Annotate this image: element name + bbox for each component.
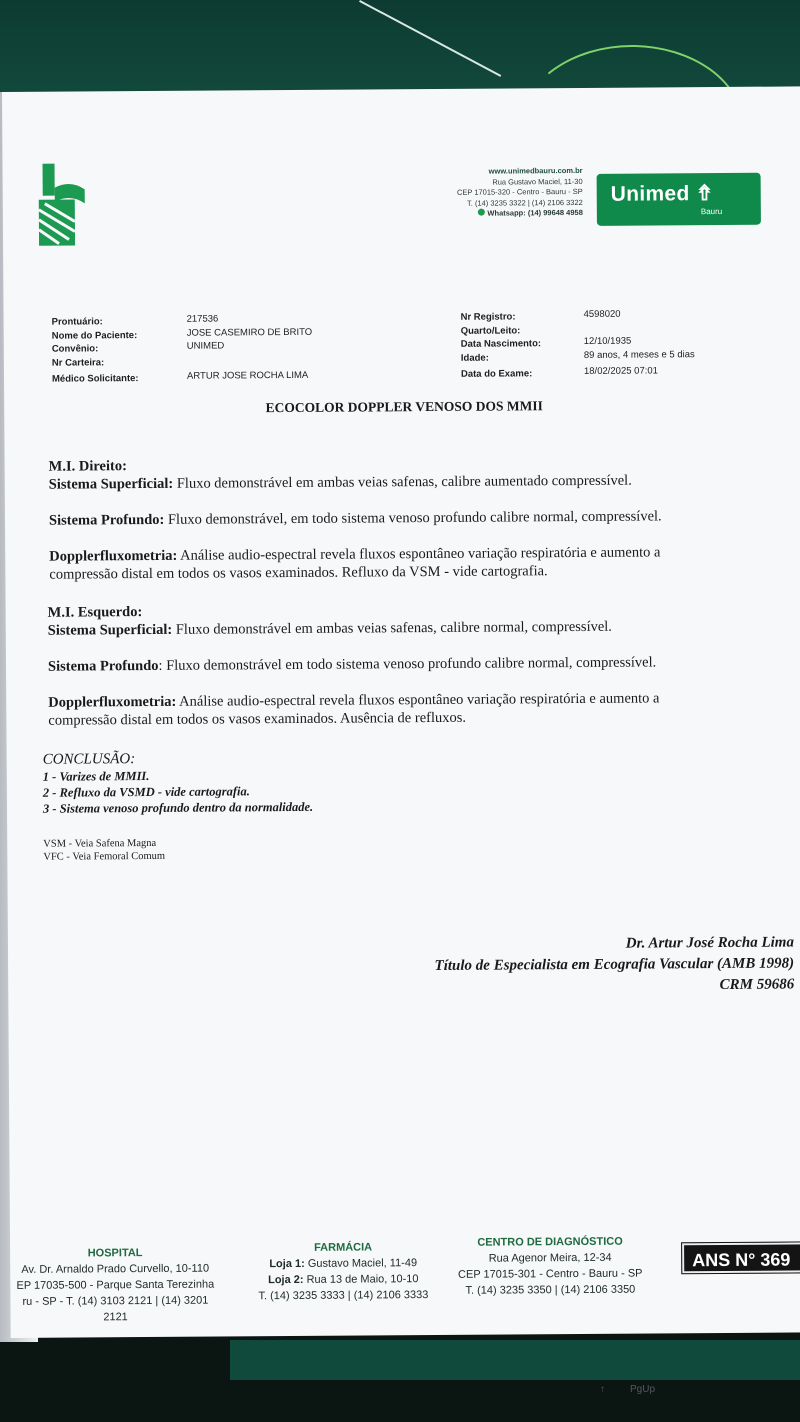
- left-limb-heading: M.I. Esquerdo:: [47, 604, 143, 621]
- nascimento-value: 12/10/1935: [583, 335, 632, 347]
- convenio-label: Convênio:: [51, 343, 99, 355]
- carteira-label: Nr Carteira:: [51, 356, 105, 369]
- farmacia-loja-2: Loja 2: Rua 13 de Maio, 10-10: [268, 1273, 419, 1287]
- hospital-line-1: Av. Dr. Arnaldo Prado Curvello, 10-110: [21, 1262, 210, 1276]
- signature-name: Dr. Artur José Rocha Lima: [625, 934, 795, 952]
- diagnostico-heading: CENTRO DE DIAGNÓSTICO: [477, 1235, 623, 1249]
- registro-value: 4598020: [583, 308, 621, 320]
- right-profundo: Sistema Profundo: Fluxo demonstrável, em todo sistema venoso profundo calibre normal, compressível.: [48, 508, 662, 529]
- nome-value: JOSE CASEMIRO DE BRITO: [186, 326, 313, 339]
- idade-value: 89 anos, 4 meses e 5 dias: [583, 348, 695, 361]
- signature-title: Título de Especialista em Ecografia Vascular (AMB 1998): [434, 955, 795, 975]
- keyboard-keys: ↑ PgUp: [600, 1384, 656, 1395]
- footer-diagnostico: [450, 1234, 650, 1299]
- data-exame-value: 18/02/2025 07:01: [583, 365, 658, 377]
- left-superficial: Sistema Superficial: Fluxo demonstrável em ambas veias safenas, calibre normal, compressível.: [47, 618, 612, 639]
- brand-name: Unimed ⇮: [610, 182, 714, 206]
- footer-farmacia: [248, 1239, 438, 1304]
- right-limb-section: [49, 453, 790, 584]
- ans-badge: ANS N° 369: [682, 1242, 800, 1273]
- medico-value: ARTUR JOSE ROCHA LIMA: [186, 369, 309, 382]
- report-title: ECOCOLOR DOPPLER VENOSO DOS MMII: [265, 398, 543, 416]
- registro-label: Nr Registro:: [460, 311, 516, 323]
- nascimento-label: Data Nascimento:: [460, 338, 542, 350]
- unimed-logo-icon: [34, 159, 89, 251]
- farmacia-loja-1: Loja 1: Gustavo Maciel, 11-49: [269, 1257, 418, 1271]
- address-line-1: Rua Gustavo Maciel, 11-30: [492, 176, 583, 187]
- prontuario-label: Prontuário:: [51, 316, 103, 328]
- conclusion-section: [43, 750, 314, 817]
- unimed-brand-badge: [597, 173, 761, 226]
- left-limb-section: [48, 598, 794, 729]
- left-profundo: Sistema Profundo: Fluxo demonstrável em todo sistema venoso profundo calibre normal, compressível.: [47, 654, 657, 675]
- diagnostico-line-1: Rua Agenor Meira, 12-34: [488, 1251, 612, 1265]
- abbreviation-item: VSM - Veia Safena Magna: [43, 837, 157, 850]
- farmacia-heading: FARMÁCIA: [314, 1241, 373, 1254]
- footer-hospital: [10, 1245, 221, 1326]
- diagnostico-line-3: T. (14) 3235 3350 | (14) 2106 3350: [465, 1283, 636, 1297]
- hospital-line-3: ru - SP - T. (14) 3103 2121 | (14) 3201 2121: [22, 1294, 209, 1324]
- whatsapp-text: Whatsapp: (14) 99648 4958: [487, 207, 583, 218]
- left-doppler: Dopplerfluxometria: Análise audio-espectral revela fluxos espontâneo variação respiratória e aumento a: [48, 690, 660, 711]
- diagnostico-line-2: CEP 17015-301 - Centro - Bauru - SP: [457, 1267, 643, 1281]
- prontuario-value: 217536: [186, 313, 219, 325]
- hospital-line-2: EP 17035-500 - Parque Santa Terezinha: [16, 1278, 215, 1292]
- convenio-value: UNIMED: [186, 340, 225, 352]
- nome-label: Nome do Paciente:: [51, 329, 138, 342]
- patient-values-right: [584, 307, 695, 378]
- website-text: www.unimedbauru.com.br: [488, 165, 583, 176]
- phone-text: T. (14) 3235 3322 | (14) 2106 3322: [466, 197, 583, 208]
- contact-block: [423, 166, 583, 220]
- whatsapp-icon: [477, 209, 484, 216]
- farmacia-phone: T. (14) 3235 3333 | (14) 2106 3333: [258, 1289, 429, 1303]
- abbreviation-item: VFC - Veia Femoral Comum: [43, 850, 166, 863]
- patient-labels-right: [461, 310, 542, 381]
- right-superficial: Sistema Superficial: Fluxo demonstrável em ambas veias safenas, calibre aumentado compressível.: [48, 472, 632, 493]
- conclusion-item: 3 - Sistema venoso profundo dentro da normalidade.: [42, 799, 314, 816]
- right-limb-heading: M.I. Direito:: [48, 458, 127, 475]
- medico-label: Médico Solicitante:: [51, 373, 139, 385]
- idade-label: Idade:: [460, 352, 489, 364]
- address-line-2: CEP 17015-320 - Centro - Bauru - SP: [456, 186, 583, 197]
- data-exame-label: Data do Exame:: [460, 368, 533, 380]
- left-doppler-cont: compressão distal em todos os vasos examinados. Ausência de refluxos.: [48, 709, 467, 729]
- background-folder-bottom: [230, 1340, 800, 1380]
- right-doppler: Dopplerfluxometria: Análise audio-espectral revela fluxos espontâneo variação respiratória e aumento a: [49, 544, 661, 565]
- quarto-label: Quarto/Leito:: [460, 324, 521, 337]
- right-doppler-cont: compressão distal em todos os vasos examinados. Refluxo da VSM - vide cartografia.: [49, 563, 548, 583]
- brand-city: Bauru: [700, 206, 723, 217]
- report-page: [2, 86, 800, 1338]
- signature-crm: CRM 59686: [719, 976, 795, 994]
- conclusion-item: 1 - Varizes de MMII.: [42, 768, 150, 784]
- whatsapp-line: [423, 208, 583, 220]
- patient-values-left: [187, 312, 313, 383]
- signature-block: [434, 932, 794, 998]
- unimed-tree-icon: ⇮: [695, 182, 714, 206]
- patient-labels-left: [52, 315, 139, 386]
- abbreviations: [43, 837, 165, 864]
- hospital-heading: HOSPITAL: [87, 1247, 143, 1260]
- conclusion-heading: CONCLUSÃO:: [42, 751, 136, 768]
- conclusion-item: 2 - Refluxo da VSMD - vide cartografia.: [42, 784, 250, 800]
